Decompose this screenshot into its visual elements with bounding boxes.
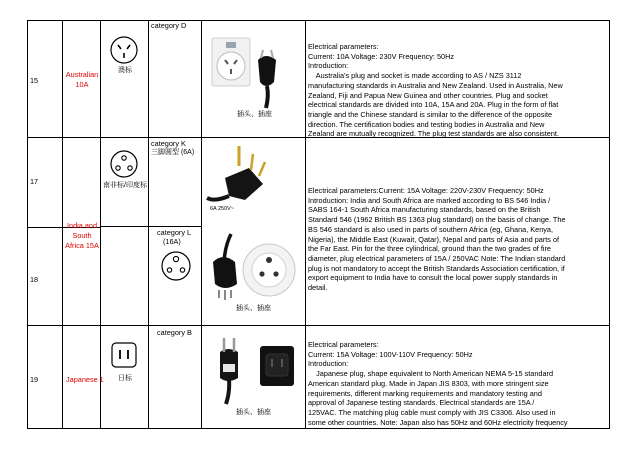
- col-border-4: [201, 20, 202, 429]
- description-line: plug is not mandatory to accept the British Standards Association certification, if: [308, 263, 565, 273]
- description-line: Nigeria), the Middle East (Kuwait, Qatar), Nepal and parts of Asia and parts of: [308, 234, 560, 244]
- description-line: Zealand, Fiji and Papua New Guinea and other countries. Plug and socket: [308, 90, 548, 100]
- description-line: the Far East. Pin for the three cylindrical, ground than the two grades of fire: [308, 244, 551, 254]
- col-border-right: [609, 20, 610, 429]
- description-line: Electrical parameters:: [308, 340, 379, 349]
- row-divider-17-18-cat: [101, 226, 201, 227]
- country-label: India and South Africa 15A: [65, 221, 99, 250]
- description-line: Introduction: India and South Africa are marked according to BS 546 India /: [308, 195, 551, 205]
- description-line: Standard 546 (1962 British BS 1363 plug standard) on the basis of change. The: [308, 215, 566, 225]
- japanese-plug-socket-photo: [206, 334, 302, 404]
- row-number: 17: [30, 177, 39, 186]
- description-line: approval of Japanese testing standards. Electrical standards are 15A /: [308, 398, 535, 408]
- category-label: category B: [157, 328, 192, 337]
- description-line: requirements, different marking requirements and mandatory testing and: [308, 388, 542, 398]
- row-number: 15: [30, 76, 39, 85]
- col-border-3: [148, 20, 149, 429]
- plug-rating-label: 6A 250V~: [210, 206, 235, 212]
- description-line: detail.: [308, 283, 328, 293]
- country-label: Japanese 1: [66, 375, 104, 384]
- description-line: Electrical parameters:Current: 15A Voltage: 220V-230V Frequency: 50Hz: [308, 186, 544, 195]
- description-line: Electrical parameters:: [308, 42, 379, 51]
- row-divider-18: [27, 325, 610, 326]
- row-number: 18: [30, 275, 39, 284]
- photo-caption: 插头、插座: [236, 305, 271, 312]
- description-line: SABS 164-1 South Africa manufacturing standards, based on the British: [308, 205, 541, 215]
- indian-plug-socket-photo: [207, 232, 297, 302]
- socket-caption: 澳标: [118, 67, 132, 74]
- japanese-socket-icon: [110, 341, 138, 371]
- description-block: [308, 186, 608, 293]
- category-label: category D: [151, 21, 187, 30]
- col-border-5: [305, 20, 306, 429]
- description-line: export equipment to India have to consult the local power supply standards in: [308, 273, 558, 283]
- indian-socket-icon: [108, 148, 140, 182]
- australian-socket-icon: [108, 34, 140, 68]
- description-line: diameter, plug electrical parameters of 15A / 250VAC Note: The Indian standard: [308, 253, 566, 263]
- category-sublabel: (16A): [163, 237, 181, 246]
- description-line: Current: 10A Voltage: 230V Frequency: 50Hz: [308, 51, 455, 61]
- description-line: electrical standards are divided into 10A, 15A and 20A. Plug in the form of flat: [308, 100, 559, 110]
- description-line: Introduction:: [308, 61, 349, 71]
- table-top-border: [27, 20, 610, 21]
- description-block: [308, 340, 608, 427]
- col-border-left: [27, 20, 28, 429]
- description-line: Australia's plug and socket is made according to AS / NZS 3112: [308, 71, 522, 81]
- category-label: category K: [151, 139, 186, 148]
- photo-caption: 插头、插座: [236, 409, 271, 416]
- description-line: Zealand are mutually recognized. The plug test standards are also consistent.: [308, 129, 559, 139]
- description-line: Current: 15A Voltage: 100V-110V Frequency: 50Hz: [308, 349, 473, 359]
- description-block: [308, 42, 608, 139]
- photo-caption: 插头、插座: [237, 111, 272, 118]
- row-number: 19: [30, 375, 39, 384]
- country-label: Australian 10A: [65, 70, 99, 89]
- table-bottom-border: [27, 428, 610, 429]
- description-line: BS 546 standard is also used in parts of southern Africa (eg, Ghana, Kenya,: [308, 224, 553, 234]
- description-line: direction. The certification bodies and testing bodies in Australia and New: [308, 119, 545, 129]
- description-line: American standard plug. Made in Japan JIS 8303, with more stringent size: [308, 378, 549, 388]
- indian-plug-photo: [205, 140, 283, 215]
- indian-16a-socket-icon: [159, 248, 193, 284]
- australian-plug-socket-photo: [206, 30, 286, 110]
- socket-caption: 南非标/印度标: [103, 182, 147, 189]
- description-line: Introduction:: [308, 359, 349, 369]
- description-line: some other countries. Note: Japan also has 50Hz and 60Hz electricity frequency: [308, 417, 568, 427]
- category-label: category L: [157, 228, 192, 237]
- description-line: Japanese plug, shape equivalent to North American NEMA 5-15 standard: [308, 369, 553, 379]
- socket-caption: 日标: [118, 375, 132, 382]
- description-line: triangle and the Chinese standard is similar to the difference of the opposite: [308, 109, 553, 119]
- category-sublabel: 三脚圆型 (6A): [151, 149, 195, 156]
- description-line: manufacturing standards in Australia and New Zealand. Used in Australia, New: [308, 80, 563, 90]
- description-line: 125VAC. The matching plug cable must comply with JIS C3306. Also used in: [308, 407, 556, 417]
